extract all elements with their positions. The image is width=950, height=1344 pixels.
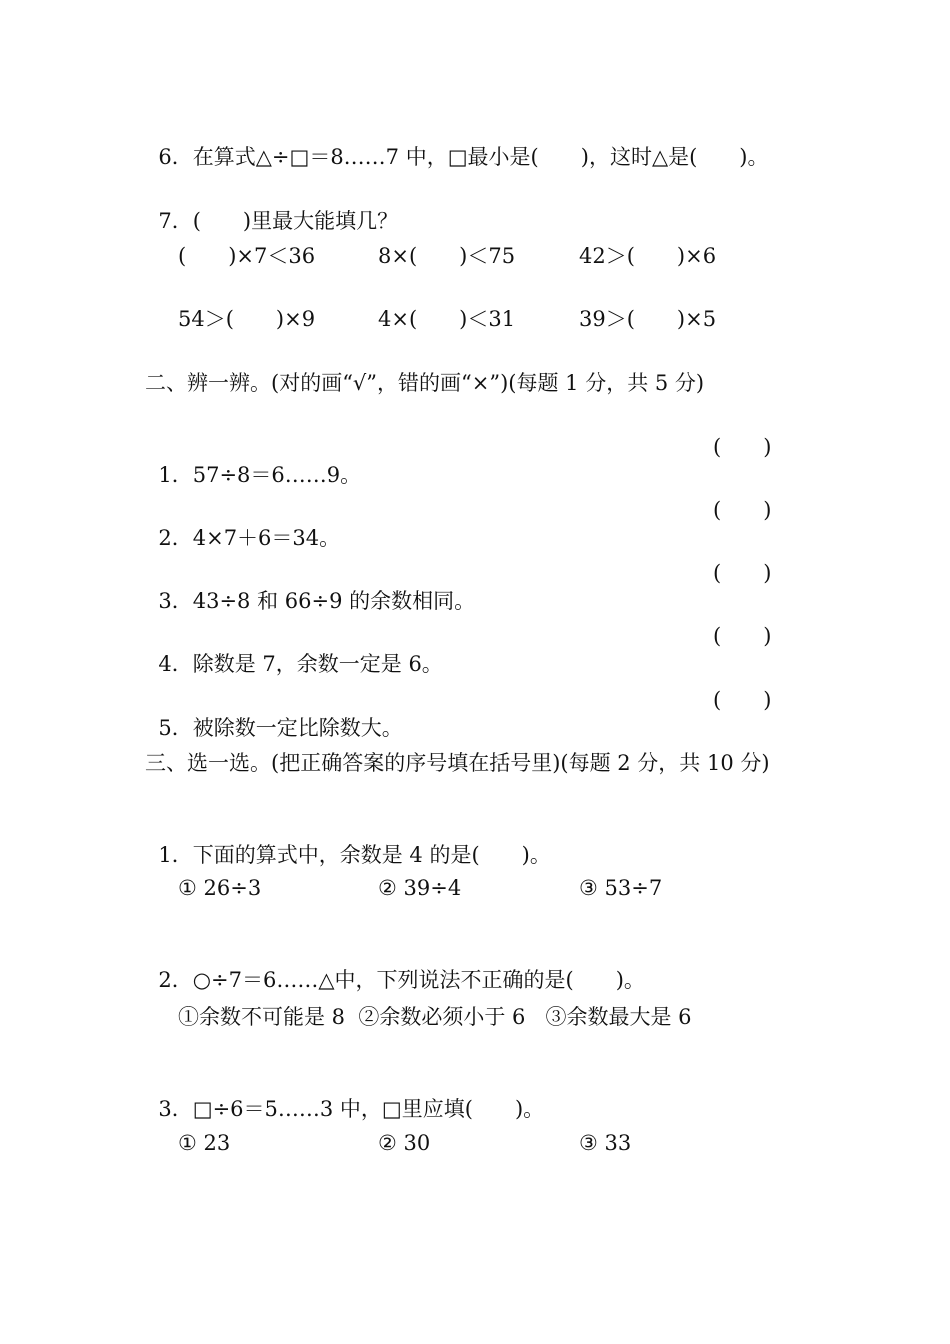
question-text: 除数是 7，余数一定是 6。 bbox=[192, 652, 443, 676]
judge-item-1 bbox=[145, 433, 361, 489]
judge-item-3 bbox=[145, 559, 475, 615]
question-text: 下面的算式中，余数是 4 的是( )。 bbox=[192, 843, 551, 867]
q7-row1-item3: 42＞( )×6 bbox=[579, 244, 717, 268]
question-text: 4×7＋6＝34。 bbox=[192, 526, 341, 550]
judge-item-5 bbox=[145, 686, 403, 742]
section-3-heading: 三、选一选。(把正确答案的序号填在括号里)(每题 2 分，共 10 分) bbox=[145, 751, 770, 775]
q7-row2-item2: 4×( )＜31 bbox=[378, 307, 516, 331]
question-number: 3． bbox=[158, 589, 193, 613]
question-number: 4． bbox=[158, 652, 193, 676]
q7-row2-item1: 54＞( )×9 bbox=[178, 307, 316, 331]
q1-option-1: ① 26÷3 bbox=[178, 876, 262, 900]
answer-bracket-2[interactable]: ( ) bbox=[713, 498, 772, 522]
answer-bracket-5[interactable]: ( ) bbox=[713, 688, 772, 712]
question-7 bbox=[145, 179, 398, 235]
q2-options: ①余数不可能是 8 ②余数必须小于 6 ③余数最大是 6 bbox=[178, 1005, 692, 1029]
question-text: 在算式△÷□＝8……7 中，□最小是( )，这时△是( )。 bbox=[192, 145, 769, 169]
question-text: ○÷7＝6……△中，下列说法不正确的是( )。 bbox=[192, 968, 645, 992]
question-text: ( )里最大能填几？ bbox=[192, 209, 399, 233]
question-text: 57÷8＝6……9。 bbox=[192, 463, 362, 487]
q7-row1-item1: ( )×7＜36 bbox=[178, 244, 316, 268]
q3-option-2: ② 30 bbox=[378, 1131, 431, 1155]
answer-bracket-1[interactable]: ( ) bbox=[713, 435, 772, 459]
question-text: 被除数一定比除数大。 bbox=[192, 716, 403, 740]
q1-option-3: ③ 53÷7 bbox=[579, 876, 663, 900]
question-number: 5． bbox=[158, 716, 193, 740]
section-2-heading: 二、辨一辨。(对的画“√”，错的画“×”)(每题 1 分，共 5 分) bbox=[145, 371, 705, 395]
question-text: 43÷8 和 66÷9 的余数相同。 bbox=[192, 589, 476, 613]
judge-item-2 bbox=[145, 496, 340, 552]
question-6 bbox=[145, 115, 768, 171]
answer-bracket-3[interactable]: ( ) bbox=[713, 561, 772, 585]
judge-item-4 bbox=[145, 622, 443, 678]
choice-question-3 bbox=[145, 1067, 544, 1123]
q7-row2-item3: 39＞( )×5 bbox=[579, 307, 717, 331]
q3-option-1: ① 23 bbox=[178, 1131, 231, 1155]
q3-option-3: ③ 33 bbox=[579, 1131, 632, 1155]
question-number: 2． bbox=[158, 526, 193, 550]
question-number: 6． bbox=[158, 145, 193, 169]
choice-question-1 bbox=[145, 813, 551, 869]
q7-row1-item2: 8×( )＜75 bbox=[378, 244, 516, 268]
answer-bracket-4[interactable]: ( ) bbox=[713, 624, 772, 648]
q1-option-2: ② 39÷4 bbox=[378, 876, 462, 900]
question-number: 1． bbox=[158, 843, 193, 867]
question-number: 2． bbox=[158, 968, 193, 992]
choice-question-2 bbox=[145, 938, 645, 994]
question-number: 7． bbox=[158, 209, 193, 233]
question-text: □÷6＝5……3 中，□里应填( )。 bbox=[192, 1097, 545, 1121]
question-number: 1． bbox=[158, 463, 193, 487]
question-number: 3． bbox=[158, 1097, 193, 1121]
